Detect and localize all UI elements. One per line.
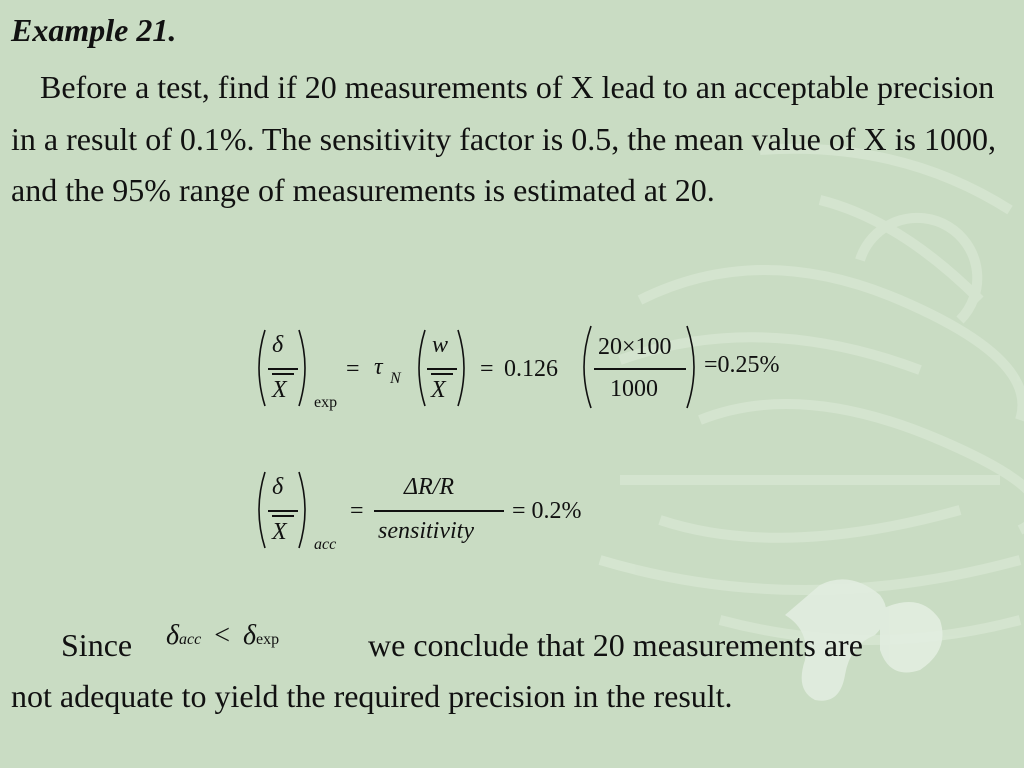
problem-statement: Before a test, find if 20 measurements of X lead to an acceptable precision in a result of 0.1%. The sensitivity factor is 0.5, the mean value of X is 1000, and the 95% range of measurements is estimated at 20. <box>11 69 996 208</box>
x-bar-2: X <box>431 377 446 403</box>
tau-symbol: τ <box>374 354 383 380</box>
left-paren <box>250 328 268 408</box>
fraction-numerator: 20×100 <box>598 334 672 360</box>
sub-acc: acc <box>179 631 202 648</box>
x-bar-3: X <box>272 519 287 545</box>
delta-symbol-2: δ <box>272 474 284 500</box>
right-paren <box>296 328 314 408</box>
result-experimental: =0.25% <box>704 352 780 378</box>
less-than: < <box>214 620 231 651</box>
x-bar: X <box>272 377 287 403</box>
equals-sign: = <box>346 356 360 382</box>
inequality <box>166 620 279 652</box>
w-symbol: w <box>432 332 449 358</box>
conclusion-line-2: not adequate to yield the required precision in the result. <box>11 678 733 714</box>
sub-exp: exp <box>256 631 280 648</box>
subscript-acc: acc <box>314 536 337 553</box>
fraction-denominator: 1000 <box>610 376 658 402</box>
right-paren-3 <box>684 324 704 410</box>
fraction-denominator-2: sensitivity <box>378 518 474 544</box>
conclusion-text: we conclude that 20 measurements are <box>368 627 863 663</box>
result-accuracy: = 0.2% <box>512 498 582 524</box>
left-paren-4 <box>250 470 268 550</box>
left-paren-3 <box>574 324 594 410</box>
conclusion-since: Since <box>61 627 133 663</box>
equals-sign-2: = <box>480 356 494 382</box>
slide-title: Example 21. <box>11 12 177 48</box>
fraction-numerator-2: ΔR/R <box>404 474 455 500</box>
delta-acc: δ <box>166 620 180 651</box>
left-paren-2 <box>410 328 428 408</box>
delta-exp: δ <box>243 620 257 651</box>
delta-symbol: δ <box>272 332 284 358</box>
right-paren-4 <box>296 470 314 550</box>
tau-subscript: N <box>390 370 401 387</box>
subscript-exp: exp <box>314 394 338 411</box>
right-paren-2 <box>455 328 473 408</box>
coefficient: 0.126 <box>504 356 558 382</box>
equals-sign-3: = <box>350 498 364 524</box>
